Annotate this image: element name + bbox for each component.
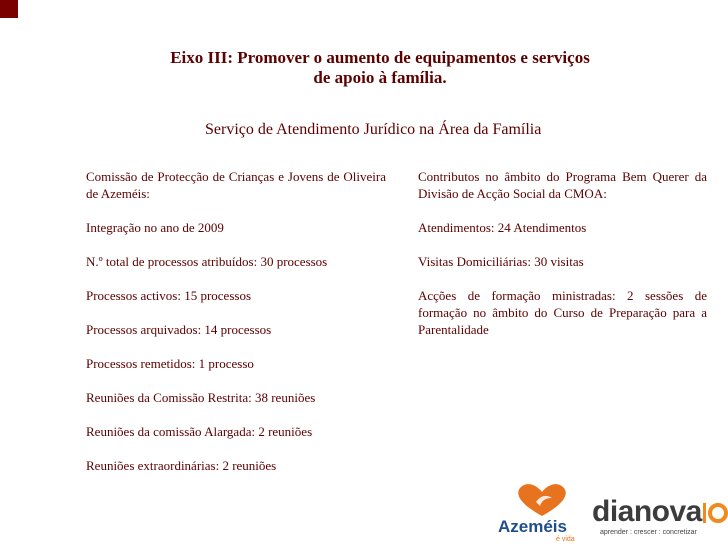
right-column	[418, 168, 707, 338]
corner-decoration	[0, 0, 18, 18]
azemeis-heart-icon	[518, 484, 565, 516]
dianova-tagline: aprender : crescer : concretizar	[600, 529, 697, 536]
azemeis-tagline: é vida	[556, 536, 575, 542]
left-item: Reuniões da comissão Alargada: 2 reuniões	[86, 424, 313, 439]
left-item: Integração no ano de 2009	[86, 220, 224, 235]
page-title-line-2: de apoio à família.	[313, 68, 447, 87]
right-item: Atendimentos: 24 Atendimentos	[418, 220, 587, 235]
section-subtitle: Serviço de Atendimento Jurídico na Área da Família	[205, 121, 542, 138]
left-item: Processos arquivados: 14 processos	[86, 322, 272, 337]
dianova-mark-icon	[702, 500, 728, 526]
left-item: Reuniões da Comissão Restrita: 38 reuniões	[86, 390, 316, 405]
dianova-logo	[592, 496, 728, 542]
azemeis-name: Azeméis	[498, 517, 567, 536]
right-item: Contributos no âmbito do Programa Bem Querer da Divisão de Acção Social da CMOA:	[418, 169, 707, 201]
right-item: Acções de formação ministradas: 2 sessões de formação no âmbito do Curso de Preparação para a Parentalidade	[418, 288, 707, 337]
left-column	[86, 168, 386, 474]
azemeis-logo	[496, 480, 588, 542]
left-item: Reuniões extraordinárias: 2 reuniões	[86, 458, 277, 473]
right-item: Visitas Domiciliárias: 30 visitas	[418, 254, 584, 269]
dianova-name: dianova	[592, 495, 702, 528]
left-item: N.º total de processos atribuídos: 30 processos	[86, 254, 328, 269]
left-item: Processos remetidos: 1 processo	[86, 356, 254, 371]
left-item: Processos activos: 15 processos	[86, 288, 252, 303]
left-item: Comissão de Protecção de Crianças e Jovens de Oliveira de Azeméis:	[86, 169, 386, 201]
page-title-line-1: Eixo III: Promover o aumento de equipamentos e serviços	[170, 48, 590, 67]
